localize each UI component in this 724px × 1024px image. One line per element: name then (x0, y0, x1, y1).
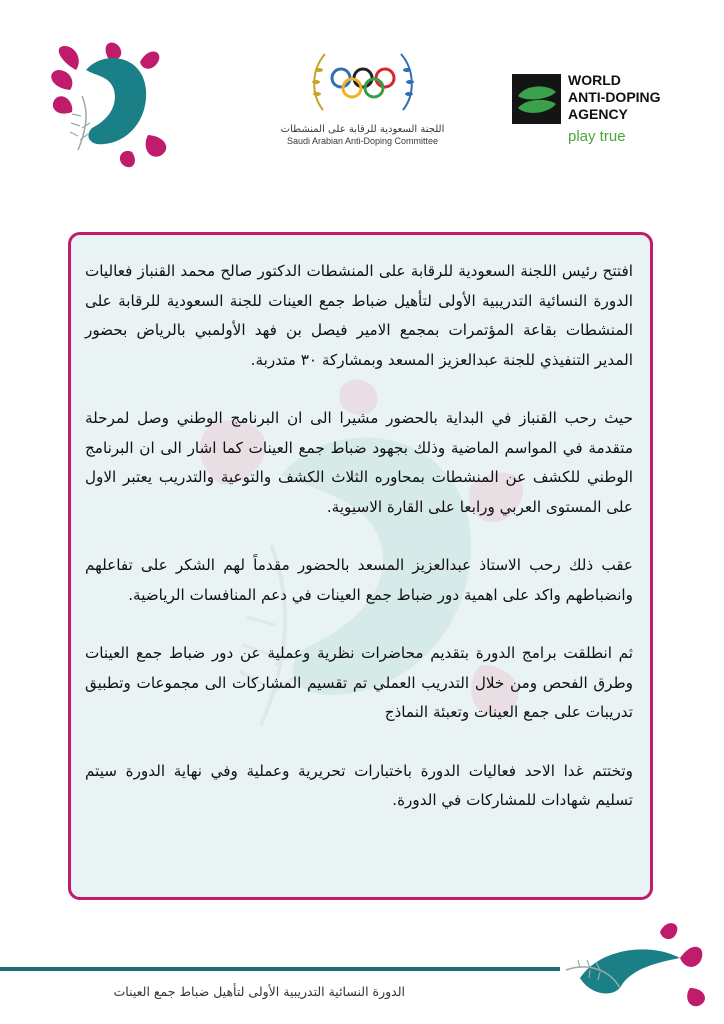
wada-name-line-1: WORLD (568, 72, 621, 88)
footer-caption: الدورة النسائية التدريبية الأولى لتأهيل ضباط جمع العينات (113, 984, 405, 999)
saadc-logo (275, 40, 450, 160)
paragraph-2: حيث رحب القنباز في البداية بالحضور مشيرا الى ان البرنامج الوطني وصل لمرحلة متقدمة في المواسم الماضية وذلك بجهود ضباط جمع العينات كما اشار الى ان البرنامج الوطني للكشف عن المنشطات بمحاوره الثلاث الكشف والتوعية والتدريب يعتبر الاول على المستوى العربي ورابعا على القارة الاسيوية. (85, 409, 633, 516)
article-body (85, 257, 633, 845)
footer-emblem-icon (560, 918, 710, 1018)
olympic-rings-wreath-icon (303, 40, 423, 120)
paragraph-4: ثم انطلقت برامج الدورة بتقديم محاضرات نظرية وعملية عن دور ضباط جمع العينات وطرق الفحص ومن خلال التدريب العملي تم تقسيم المشاركات الى مجموعات وتطبيق تدريبات على جمع العينات وتعبئة النماذج (85, 644, 633, 721)
paragraph-1: افتتح رئيس اللجنة السعودية للرقابة على المنشطات الدكتور صالح محمد القنباز فعاليات الدورة النسائية التدريبية الأولى لتأهيل ضباط جمع العينات للجنة السعودية للرقابة على المنشطات بقاعة المؤتمرات بمجمع الامير فيصل بن فهد الأولمبي بالرياض بحضور المدير التنفيذي للجنة عبدالعزيز المسعد وبمشاركة ٣٠ متدربة. (85, 262, 633, 369)
saadc-name-arabic: اللجنة السعودية للرقابة على المنشطات (280, 124, 445, 135)
wada-tagline: play true (568, 128, 626, 145)
footer-divider (0, 967, 560, 971)
article-card (68, 232, 653, 900)
wada-name-line-3: AGENCY (568, 106, 628, 122)
paragraph-5: وتختتم غدا الاحد فعاليات الدورة باختبارات تحريرية وعملية وفي نهاية الدورة سيتم تسليم شهادات للمشاركات في الدورة. (85, 761, 633, 809)
wada-mark-icon (512, 74, 561, 124)
paragraph-3: عقب ذلك رحب الاستاذ عبدالعزيز المسعد بالحضور مقدماً لهم الشكر على تفاعلهم وانضباطهم واكد على اهمية دور ضباط جمع العينات في دعم المنافسات الرياضية. (85, 556, 633, 604)
saadc-name-english: Saudi Arabian Anti-Doping Committee (286, 136, 439, 146)
wada-logo (512, 72, 692, 152)
wada-name-line-2: ANTI-DOPING (568, 89, 661, 105)
course-emblem-logo (48, 40, 173, 170)
